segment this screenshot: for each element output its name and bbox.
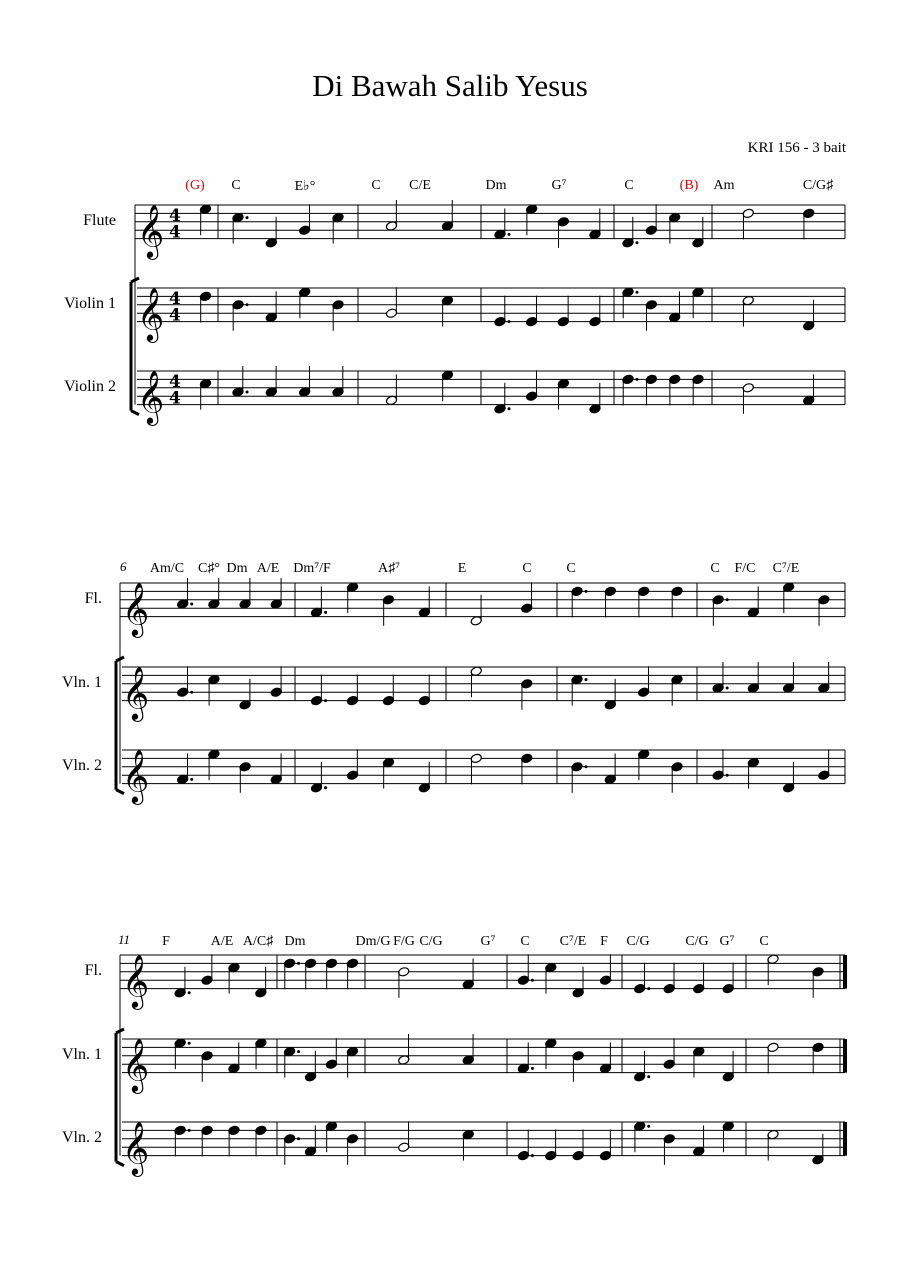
chord-symbol: C/G [685,934,709,949]
treble-clef-icon: 𝄞 [137,286,165,341]
dot [190,778,193,781]
dot [508,233,511,236]
chord-symbol: Am/C [149,561,185,576]
chord-symbol: A/E [256,561,280,576]
dot [324,611,327,614]
dot [585,678,588,681]
chord-symbol: F [600,934,608,949]
dot [246,391,249,394]
piece-title: Di Bawah Salib Yesus [312,68,588,103]
dot [726,598,729,601]
treble-clef-icon: 𝄞 [137,203,165,258]
chord-symbol: C/E [409,178,431,193]
chord-symbol: C [231,178,241,193]
instrument-label: Vln. 1 [62,673,102,691]
dot [508,407,511,410]
chord-symbol: C [624,178,634,193]
chord-symbol: G⁷ [719,934,735,949]
treble-clef-icon: 𝄞 [122,1120,150,1175]
chord-symbol: Dm⁷/F [293,561,331,576]
dot [636,241,639,244]
chord-symbol: E [457,561,467,576]
system-2 [116,578,845,805]
dot [190,691,193,694]
chord-symbol: A♯⁷ [378,561,400,576]
instrument-label: Fl. [84,589,102,607]
dot [585,590,588,593]
time-signature-bottom: 4 [169,305,181,326]
dot [647,987,650,990]
final-bar-line [843,1039,847,1073]
treble-clef-icon: 𝄞 [122,953,150,1008]
dot [246,303,249,306]
instrument-label: Vln. 2 [62,756,102,774]
instrument-label: Fl. [84,961,102,979]
instrument-label: Violin 1 [64,294,116,312]
chord-symbol: C [522,561,532,576]
time-signature-top: 4 [169,288,181,309]
dot [726,774,729,777]
dot [647,1125,650,1128]
dot [636,378,639,381]
dot [188,991,191,994]
system-1 [131,200,845,426]
measure-number: 11 [118,932,131,947]
staff [137,366,845,426]
dot [324,786,327,789]
chord-symbol: Dm [226,561,248,576]
time-signature-top: 4 [169,205,181,226]
staff [120,578,845,638]
final-bar-line [843,1122,847,1156]
chord-symbol: C⁷/E [772,561,800,576]
chord-symbol: A/C♯ [242,934,274,949]
staff [122,1121,847,1177]
chord-symbol: C [759,934,769,949]
measure-number: 6 [120,559,127,574]
chord-symbol: G⁷ [551,178,567,193]
dot [324,699,327,702]
dot [585,765,588,768]
chord-symbol: Dm [485,178,507,193]
dot [297,1050,300,1053]
treble-clef-icon: 𝄞 [122,1037,150,1092]
dot [726,687,729,690]
dot [297,962,300,965]
instrument-label: Vln. 2 [62,1128,102,1146]
instrument-label: Flute [83,211,116,229]
dot [246,216,249,219]
chord-symbol: C [371,178,381,193]
dot [190,603,193,606]
hymn-reference: KRI 156 - 3 bait [747,140,846,156]
dot [297,1137,300,1140]
final-bar-line [843,955,847,989]
chord-symbol: Dm/G [355,934,391,949]
chord-symbol: C♯° [198,561,220,576]
treble-clef-icon: 𝄞 [122,665,150,720]
treble-clef-icon: 𝄞 [122,581,150,636]
instrument-label: Vln. 1 [62,1045,102,1063]
staff [122,1034,847,1094]
chord-symbol: F/G [393,934,415,949]
dot [531,979,534,982]
system-3 [116,954,847,1177]
chord-symbol: Am [713,178,735,193]
treble-clef-icon: 𝄞 [137,369,165,424]
chord-symbol: A/E [210,934,234,949]
chord-symbol: F [162,934,170,949]
dot [188,1042,191,1045]
chord-symbol: Dm [284,934,306,949]
chord-symbol: C [566,561,576,576]
rehearsal-mark: (G) [185,178,205,193]
chord-symbol: C/G [419,934,443,949]
staff [137,287,845,343]
instrument-label: Violin 2 [64,377,116,395]
treble-clef-icon: 𝄞 [122,748,150,803]
dot [531,1154,534,1157]
dot [508,320,511,323]
chord-symbol: F/C [734,561,756,576]
time-signature-top: 4 [169,371,181,392]
chord-symbol: C⁷/E [559,934,587,949]
chord-symbol: G⁷ [480,934,496,949]
dot [531,1067,534,1070]
chord-symbol: C [710,561,720,576]
rehearsal-mark: (B) [679,178,699,193]
time-signature-bottom: 4 [169,222,181,243]
chord-symbol: C [520,934,530,949]
chord-symbol: E♭° [294,179,316,194]
chord-symbol: C/G [626,934,650,949]
staff [120,954,847,1010]
dot [188,1129,191,1132]
dot [647,1075,650,1078]
time-signature-bottom: 4 [169,388,181,409]
staff [122,662,845,722]
staff [122,749,845,805]
dot [636,291,639,294]
staff [135,200,845,260]
chord-symbol: C/G♯ [802,178,834,193]
